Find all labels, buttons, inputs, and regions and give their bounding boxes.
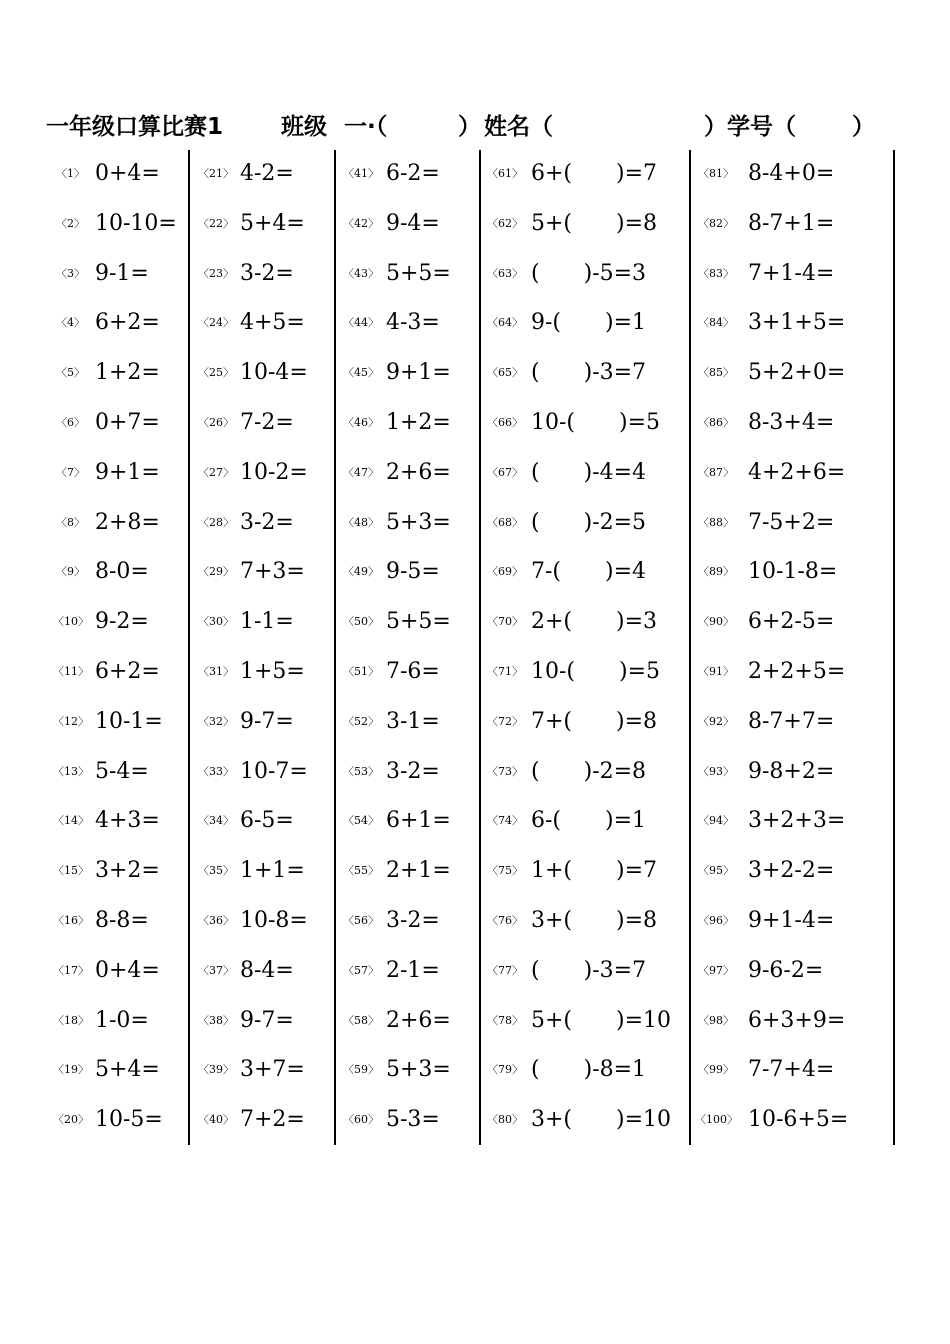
problem-expression: ( )-4=4: [531, 459, 647, 485]
problem-expression: 10-4=: [240, 360, 308, 386]
problem-number: 〈32〉: [198, 714, 234, 728]
problem-number: 〈36〉: [198, 914, 234, 927]
problem-number: 〈73〉: [487, 764, 523, 778]
problem-number: 〈65〉: [487, 366, 523, 380]
problem-number: 〈7〉: [56, 465, 85, 479]
problem-expression: 3+2=: [95, 858, 160, 884]
problem-number: 〈78〉: [487, 1013, 523, 1027]
problem-number: 〈23〉: [198, 266, 234, 280]
problem-expression: 2+6=: [386, 459, 451, 485]
name-field-close: ）: [704, 114, 727, 140]
problem-number: 〈27〉: [198, 465, 234, 479]
problem-expression: ( )-2=5: [531, 509, 647, 535]
problem-number: 〈31〉: [198, 665, 234, 678]
problem-expression: 0+7=: [95, 410, 160, 435]
problem-expression: 9-6-2=: [748, 957, 824, 983]
problem-number: 〈4〉: [56, 316, 85, 330]
problem-number: 〈1〉: [56, 167, 85, 180]
problem-number: 〈26〉: [198, 416, 234, 429]
problem-number: 〈46〉: [343, 416, 379, 429]
problem-number: 〈75〉: [487, 864, 523, 878]
problem-expression: 1-1=: [240, 609, 294, 635]
problem-number: 〈97〉: [698, 963, 734, 977]
problem-expression: 4+5=: [240, 310, 305, 336]
problem-expression: 10-2=: [240, 459, 308, 485]
problem-number: 〈76〉: [487, 914, 523, 927]
problem-number: 〈25〉: [198, 366, 234, 380]
problem-number: 〈99〉: [698, 1063, 734, 1077]
problem-expression: ( )-3=7: [531, 360, 647, 386]
problem-expression: 9-2=: [95, 609, 149, 635]
problem-expression: 10-1=: [95, 708, 163, 734]
problem-expression: 9-1=: [95, 260, 149, 286]
problem-expression: 7+3=: [240, 559, 305, 585]
problem-expression: 2+1=: [386, 858, 451, 884]
problem-expression: 5-3=: [386, 1107, 440, 1133]
problem-expression: 3-2=: [240, 260, 294, 286]
problem-number: 〈2〉: [56, 216, 85, 230]
problem-expression: 10-5=: [95, 1107, 163, 1133]
problem-expression: 3+1+5=: [748, 310, 846, 336]
problem-expression: 10-8=: [240, 908, 308, 933]
problem-expression: 8-7+7=: [748, 708, 835, 734]
problem-number: 〈48〉: [343, 515, 379, 529]
problem-expression: 3-2=: [240, 509, 294, 535]
problem-number: 〈9〉: [56, 565, 85, 579]
problem-number: 〈40〉: [198, 1113, 234, 1127]
problem-expression: 5-4=: [95, 758, 149, 784]
problem-expression: 5+5=: [386, 260, 451, 286]
problem-number: 〈92〉: [698, 714, 734, 728]
class-field[interactable]: 一·（: [344, 114, 388, 140]
problem-expression: 7-5+2=: [748, 509, 835, 535]
problem-number: 〈60〉: [343, 1113, 379, 1127]
problem-expression: 6+2=: [95, 659, 160, 684]
problem-number: 〈94〉: [698, 814, 734, 828]
problem-number: 〈49〉: [343, 565, 379, 579]
problem-number: 〈30〉: [198, 615, 234, 629]
problem-number: 〈24〉: [198, 316, 234, 330]
problem-number: 〈59〉: [343, 1063, 379, 1077]
worksheet-header: [46, 108, 916, 144]
problem-number: 〈12〉: [53, 714, 89, 728]
problem-expression: 0+4=: [95, 957, 160, 983]
problem-expression: 5+3=: [386, 1057, 451, 1083]
problem-number: 〈83〉: [698, 266, 734, 280]
student-id-field[interactable]: 学号（: [727, 114, 796, 140]
problem-expression: 1+5=: [240, 659, 305, 684]
problem-number: 〈56〉: [343, 914, 379, 927]
problem-expression: 9+1=: [386, 360, 451, 386]
class-label: 班级: [281, 114, 327, 140]
problem-number: 〈43〉: [343, 266, 379, 280]
problem-number: 〈70〉: [487, 615, 523, 629]
problem-number: 〈13〉: [53, 764, 89, 778]
problem-number: 〈11〉: [53, 665, 89, 678]
problem-number: 〈45〉: [343, 366, 379, 380]
problem-expression: 9-8+2=: [748, 758, 835, 784]
problem-number: 〈33〉: [198, 764, 234, 778]
problem-expression: 1+2=: [386, 410, 451, 435]
problem-expression: 6+2-5=: [748, 609, 835, 635]
problem-expression: ( )-5=3: [531, 260, 647, 286]
problem-number: 〈19〉: [53, 1063, 89, 1077]
problem-number: 〈84〉: [698, 316, 734, 330]
problem-number: 〈39〉: [198, 1063, 234, 1077]
problem-number: 〈81〉: [698, 167, 734, 180]
problem-expression: 8-7+1=: [748, 210, 835, 236]
problem-expression: 5+5=: [386, 609, 451, 635]
problem-number: 〈8〉: [56, 515, 85, 529]
problem-expression: 6-( )=1: [531, 808, 647, 834]
problem-number: 〈90〉: [698, 615, 734, 629]
problem-number: 〈57〉: [343, 963, 379, 977]
problem-expression: 4+3=: [95, 808, 160, 834]
problem-number: 〈100〉: [695, 1113, 738, 1127]
problem-expression: 8-4+0=: [748, 161, 835, 186]
problem-expression: 9-7=: [240, 1007, 294, 1033]
problem-number: 〈86〉: [698, 416, 734, 429]
problem-expression: 1+( )=7: [531, 858, 658, 884]
problem-number: 〈52〉: [343, 714, 379, 728]
problem-expression: 2-1=: [386, 957, 440, 983]
problem-number: 〈67〉: [487, 465, 523, 479]
problem-expression: 9-7=: [240, 708, 294, 734]
problem-expression: 7-6=: [386, 659, 440, 684]
problem-number: 〈35〉: [198, 864, 234, 878]
problem-number: 〈82〉: [698, 216, 734, 230]
problem-number: 〈14〉: [53, 814, 89, 828]
problem-expression: 2+6=: [386, 1007, 451, 1033]
problem-number: 〈21〉: [198, 167, 234, 180]
problem-expression: 9-5=: [386, 559, 440, 585]
problem-number: 〈85〉: [698, 366, 734, 380]
problem-expression: 7-2=: [240, 410, 294, 435]
problem-number: 〈6〉: [56, 416, 85, 429]
problem-number: 〈44〉: [343, 316, 379, 330]
problem-number: 〈28〉: [198, 515, 234, 529]
problem-expression: 5+4=: [95, 1057, 160, 1083]
problem-expression: 0+4=: [95, 161, 160, 186]
problem-expression: 8-0=: [95, 559, 149, 585]
problem-number: 〈62〉: [487, 216, 523, 230]
problem-expression: 3-2=: [386, 758, 440, 784]
problem-number: 〈74〉: [487, 814, 523, 828]
problem-expression: 4-2=: [240, 161, 294, 186]
problem-number: 〈51〉: [343, 665, 379, 678]
problem-expression: 3+7=: [240, 1057, 305, 1083]
problem-number: 〈68〉: [487, 515, 523, 529]
problem-expression: 6+2=: [95, 310, 160, 336]
problem-number: 〈50〉: [343, 615, 379, 629]
student-id-field-close: ）: [852, 114, 875, 140]
problem-expression: 6+3+9=: [748, 1007, 846, 1033]
column-divider: [188, 150, 190, 1145]
problem-expression: 3+2-2=: [748, 858, 835, 884]
problem-number: 〈53〉: [343, 764, 379, 778]
problem-expression: 6-2=: [386, 161, 440, 186]
problem-number: 〈95〉: [698, 864, 734, 878]
problem-expression: 10-7=: [240, 758, 308, 784]
problem-expression: 7-( )=4: [531, 559, 647, 585]
problem-number: 〈61〉: [487, 167, 523, 180]
problem-expression: 5+( )=8: [531, 210, 658, 236]
problem-number: 〈20〉: [53, 1113, 89, 1127]
problem-number: 〈29〉: [198, 565, 234, 579]
problem-expression: 1+2=: [95, 360, 160, 386]
problem-number: 〈77〉: [487, 963, 523, 977]
problem-number: 〈17〉: [53, 963, 89, 977]
column-divider: [689, 150, 691, 1145]
problem-expression: 9-( )=1: [531, 310, 647, 336]
problem-number: 〈93〉: [698, 764, 734, 778]
problem-expression: 8-8=: [95, 908, 149, 933]
problem-expression: 1-0=: [95, 1007, 149, 1033]
problem-expression: 3-2=: [386, 908, 440, 933]
problem-expression: 8-3+4=: [748, 410, 835, 435]
problem-expression: 7+2=: [240, 1107, 305, 1133]
problem-expression: 7+( )=8: [531, 708, 658, 734]
problem-number: 〈47〉: [343, 465, 379, 479]
problem-number: 〈72〉: [487, 714, 523, 728]
problem-expression: 7+1-4=: [748, 260, 835, 286]
problem-number: 〈79〉: [487, 1063, 523, 1077]
problem-expression: 4+2+6=: [748, 459, 846, 485]
problem-expression: ( )-8=1: [531, 1057, 647, 1083]
worksheet-title: 一年级口算比赛1: [46, 114, 224, 140]
problem-expression: 2+8=: [95, 509, 160, 535]
problem-expression: 9-4=: [386, 210, 440, 236]
problem-expression: 5+( )=10: [531, 1007, 672, 1033]
problem-expression: 1+1=: [240, 858, 305, 884]
problem-expression: 2+2+5=: [748, 659, 846, 684]
problem-number: 〈58〉: [343, 1013, 379, 1027]
problem-number: 〈10〉: [53, 615, 89, 629]
problem-number: 〈87〉: [698, 465, 734, 479]
problem-expression: ( )-2=8: [531, 758, 647, 784]
problem-expression: 10-1-8=: [748, 559, 838, 585]
problem-number: 〈55〉: [343, 864, 379, 878]
problem-number: 〈18〉: [53, 1013, 89, 1027]
problem-number: 〈96〉: [698, 914, 734, 927]
problem-expression: 3+2+3=: [748, 808, 846, 834]
problem-number: 〈88〉: [698, 515, 734, 529]
problem-expression: 3-1=: [386, 708, 440, 734]
problem-expression: 7-7+4=: [748, 1057, 835, 1083]
problem-expression: 5+4=: [240, 210, 305, 236]
problem-expression: 5+2+0=: [748, 360, 846, 386]
problem-number: 〈69〉: [487, 565, 523, 579]
problem-number: 〈42〉: [343, 216, 379, 230]
problem-number: 〈80〉: [487, 1113, 523, 1127]
problem-number: 〈5〉: [56, 366, 85, 380]
problem-expression: 6+( )=7: [531, 161, 658, 186]
problem-number: 〈66〉: [487, 416, 523, 429]
problem-expression: 2+( )=3: [531, 609, 658, 635]
problem-number: 〈64〉: [487, 316, 523, 330]
problem-expression: 4-3=: [386, 310, 440, 336]
problem-number: 〈15〉: [53, 864, 89, 878]
problem-number: 〈38〉: [198, 1013, 234, 1027]
problem-number: 〈89〉: [698, 565, 734, 579]
problem-expression: 10-6+5=: [748, 1107, 849, 1133]
problem-expression: 3+( )=8: [531, 908, 658, 933]
problem-expression: 3+( )=10: [531, 1107, 672, 1133]
problem-expression: 6+1=: [386, 808, 451, 834]
problem-expression: 10-( )=5: [531, 659, 661, 684]
problem-expression: 8-4=: [240, 957, 294, 983]
problem-number: 〈71〉: [487, 665, 523, 678]
problem-number: 〈3〉: [56, 266, 85, 280]
problem-number: 〈54〉: [343, 814, 379, 828]
problem-number: 〈37〉: [198, 963, 234, 977]
problem-number: 〈98〉: [698, 1013, 734, 1027]
column-divider: [479, 150, 481, 1145]
column-divider: [334, 150, 336, 1145]
problem-number: 〈22〉: [198, 216, 234, 230]
problem-number: 〈63〉: [487, 266, 523, 280]
problem-number: 〈41〉: [343, 167, 379, 180]
name-field[interactable]: 姓名（: [484, 114, 553, 140]
problem-number: 〈91〉: [698, 665, 734, 678]
problem-expression: 10-10=: [95, 210, 177, 236]
problem-expression: ( )-3=7: [531, 957, 647, 983]
problem-expression: 6-5=: [240, 808, 294, 834]
problem-expression: 10-( )=5: [531, 410, 661, 435]
problem-expression: 5+3=: [386, 509, 451, 535]
problem-number: 〈34〉: [198, 814, 234, 828]
column-divider: [893, 150, 895, 1145]
problem-expression: 9+1=: [95, 459, 160, 485]
problem-expression: 9+1-4=: [748, 908, 835, 933]
problem-number: 〈16〉: [53, 914, 89, 927]
class-field-close: ）: [458, 114, 481, 140]
